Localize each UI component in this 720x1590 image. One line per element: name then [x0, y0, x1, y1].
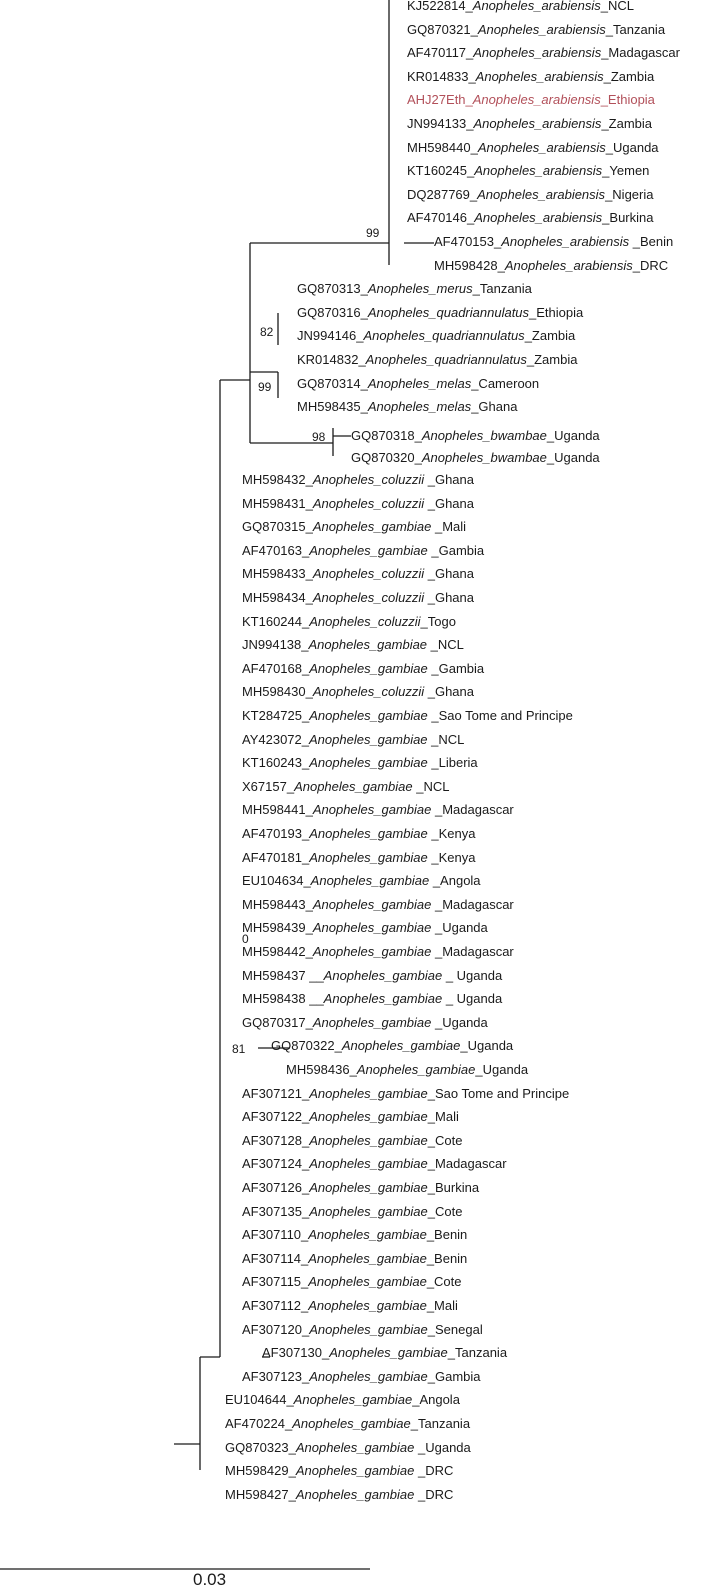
tip-label — [242, 1227, 467, 1243]
tip-species: Anopheles_gambiae — [312, 920, 432, 936]
tip-species: Anopheles_arabiensis — [477, 21, 606, 37]
tip-species: Anopheles_gambiae — [312, 519, 432, 535]
tip-species: Anopheles_arabiensis — [472, 0, 601, 13]
tip-location: _Yemen — [602, 163, 650, 179]
tip-location: _Uganda — [475, 1062, 529, 1077]
bootstrap-label: 98 — [312, 430, 326, 444]
tip-species: Anopheles_gambiae — [329, 1345, 448, 1361]
tip-species: Anopheles_arabiensis — [473, 45, 602, 61]
tip-species: Anopheles_gambiae — [308, 1274, 427, 1290]
tip-location: _NCL — [412, 778, 450, 794]
tip-location: _Liberia — [427, 755, 478, 771]
tip-accession: AF307123_ — [242, 1368, 310, 1384]
tip-accession: GQ870314_ — [297, 375, 368, 391]
tip-accession: AF307135_ — [242, 1203, 310, 1219]
tip-accession: AF307124_ — [242, 1156, 310, 1172]
tip-species: Anopheles_gambiae — [292, 1416, 411, 1431]
tip-location: _Cote — [427, 1203, 463, 1219]
tip-location: _Ethiopia — [529, 304, 584, 320]
tip-location: _Ghana — [424, 684, 474, 700]
tip-label — [242, 519, 466, 535]
tip-location: _Sao Tome and Principe — [427, 708, 573, 723]
tip-location: _Uganda — [546, 428, 600, 443]
tip-accession: AF470117_ — [407, 45, 474, 61]
tip-label — [242, 590, 474, 606]
tip-location: _Tanzania — [472, 281, 532, 297]
tip-location: _Uganda — [605, 139, 659, 155]
tip-location: _Zambia — [601, 116, 653, 131]
tip-label — [242, 1251, 467, 1267]
tip-label — [225, 1440, 471, 1456]
tip-species: Anopheles_gambiae — [295, 1439, 415, 1455]
tip-label — [407, 116, 652, 132]
tip-species: Anopheles_arabiensis — [504, 257, 633, 273]
tip-species: Anopheles_gambiae — [323, 967, 443, 983]
tip-accession: KR014833_ — [407, 68, 476, 84]
tip-accession: EU104644_ — [225, 1392, 294, 1408]
tip-accession: AF307120_ — [242, 1321, 310, 1337]
tip-location: _Cote — [426, 1274, 462, 1290]
tip-label — [242, 1204, 462, 1220]
tip-label — [407, 0, 634, 14]
tip-accession: MH598435_ — [297, 399, 368, 415]
tip-species: Anopheles_gambiae — [294, 778, 413, 794]
tip-location: _Burkina — [427, 1180, 480, 1195]
tip-location: _Benin — [426, 1250, 468, 1266]
tip-label — [242, 1015, 488, 1031]
tip-label — [297, 376, 539, 392]
bootstrap-label: 99 — [258, 380, 272, 394]
tip-label — [225, 1463, 453, 1479]
tip-species: Anopheles_quadriannulatus — [367, 304, 530, 320]
scale-bar-label: 0.03 — [193, 1570, 227, 1589]
tip-species: Anopheles_coluzzii — [312, 684, 425, 700]
tip-accession: DQ287769_ — [407, 186, 478, 202]
tip-accession: AF470163_ — [242, 542, 310, 558]
tip-location: _Burkina — [602, 210, 654, 226]
tip-label — [271, 1038, 513, 1054]
tip-accession: AF470193_ — [242, 826, 310, 841]
tip-label — [242, 1298, 458, 1314]
tip-species: Anopheles_gambiae — [309, 1132, 428, 1148]
tip-label — [242, 826, 475, 842]
tip-location: _Ghana — [424, 566, 474, 582]
tip-accession: GQ870322_ — [271, 1038, 342, 1054]
tip-label — [407, 22, 665, 38]
tip-species: Anopheles_gambiae — [309, 755, 428, 771]
tip-label — [242, 755, 478, 771]
tip-accession: MH598439_ — [242, 920, 313, 936]
tip-species: Anopheles_bwambae — [421, 428, 547, 443]
tip-species: Anopheles_gambiae — [341, 1038, 461, 1054]
tip-accession: MH598433_ — [242, 566, 313, 582]
tip-accession: MH598431_ — [242, 495, 313, 511]
bootstrap-label: 81 — [232, 1042, 246, 1056]
tip-location: _Zambia — [603, 68, 655, 84]
tip-label — [242, 1322, 483, 1338]
tip-accession: GQ870313_ — [297, 281, 368, 297]
bootstrap-label: 0 — [242, 932, 249, 946]
tip-accession: AF307126_ — [242, 1180, 310, 1195]
tip-species: Anopheles_arabiensis — [475, 68, 604, 84]
tip-species: Anopheles_coluzzii — [312, 566, 425, 582]
tip-location: _Uganda — [431, 920, 488, 936]
tip-label — [242, 850, 475, 866]
tip-accession: MH598443_ — [242, 896, 313, 912]
tip-label — [225, 1392, 460, 1408]
tip-location: _Madagascar — [427, 1156, 507, 1172]
tip-location: _Nigeria — [605, 186, 654, 202]
tip-accession: KT160244_ — [242, 613, 310, 629]
tip-location: _Ghana — [471, 399, 518, 415]
tip-accession: KR014832_ — [297, 352, 366, 367]
tip-species: Anopheles_coluzzii — [312, 472, 425, 487]
tip-label — [286, 1062, 528, 1078]
tip-location: _Ghana — [424, 590, 474, 605]
tip-label — [407, 163, 649, 179]
tip-species: Anopheles_gambiae — [309, 1156, 428, 1172]
tip-location: _Ethiopia — [600, 92, 655, 108]
tip-accession: MH598430_ — [242, 684, 313, 700]
tip-species: Anopheles_gambiae — [308, 1298, 427, 1313]
tip-label — [407, 69, 654, 85]
tip-accession: MH598438 __ — [242, 991, 324, 1007]
tip-label — [242, 1156, 507, 1172]
tip-location: _Zambia — [526, 352, 578, 367]
tip-label — [242, 968, 502, 984]
tip-species: Anopheles_gambiae — [312, 944, 432, 959]
tip-species: Anopheles_quadriannulatus — [363, 328, 525, 344]
tip-label — [242, 1086, 569, 1102]
tip-accession: AF470224_ — [225, 1416, 293, 1431]
tip-label — [242, 1369, 481, 1385]
tip-location: _Cote — [427, 1132, 463, 1148]
tip-location: _Ghana — [424, 495, 474, 511]
tip-location: _ Uganda — [442, 967, 503, 983]
tip-accession: KT284725_ — [242, 708, 310, 723]
tip-location: _Mali — [431, 519, 467, 535]
tip-accession: JN994138_ — [242, 637, 309, 653]
tip-accession: GQ870323_ — [225, 1439, 296, 1455]
tip-species: Anopheles_gambiae — [312, 896, 432, 912]
tip-accession: AF307121_ — [242, 1085, 310, 1101]
tip-species: Anopheles_gambiae — [312, 1014, 432, 1030]
tip-species: Anopheles_coluzzii — [309, 613, 421, 629]
tip-location: _Uganda — [460, 1038, 514, 1054]
tip-accession: GQ870315_ — [242, 519, 313, 535]
tip-location: _Ghana — [424, 472, 474, 487]
tip-accession: JN994146_ — [297, 328, 364, 344]
tip-label — [407, 140, 659, 156]
tip-species: Anopheles_gambiae — [309, 1203, 428, 1219]
tip-location: _Angola — [429, 873, 481, 889]
tip-species: Anopheles_gambiae — [309, 708, 428, 723]
tip-species: Anopheles_gambiae — [293, 1392, 413, 1408]
tip-label — [242, 637, 464, 653]
tip-location: _Uganda — [414, 1439, 471, 1455]
tip-label — [242, 1274, 462, 1290]
tip-location: _DRC — [414, 1486, 454, 1502]
tip-species: Anopheles_gambiae — [309, 1321, 428, 1337]
tip-species: Anopheles_gambiae — [308, 1227, 427, 1243]
tip-label — [297, 305, 583, 321]
tip-label — [242, 873, 481, 889]
tip-accession: KJ522814_ — [407, 0, 473, 13]
tip-accession: MH598427_ — [225, 1486, 296, 1502]
tip-location: _DRC — [632, 257, 669, 273]
tip-accession: MH598434_ — [242, 590, 313, 605]
tip-label — [242, 566, 474, 582]
tip-label — [242, 802, 514, 818]
tip-location: _Zambia — [524, 328, 576, 344]
tip-species: Anopheles_arabiensis — [474, 210, 603, 226]
tip-accession: JN994133_ — [407, 116, 474, 131]
tip-species: Anopheles_gambiae — [356, 1062, 476, 1077]
tip-accession: MH598441_ — [242, 802, 313, 818]
tip-species: Anopheles_arabiensis — [477, 139, 606, 155]
tip-accession: GQ870316_ — [297, 304, 368, 320]
tip-accession: GQ870318_ — [351, 428, 422, 443]
tip-label — [225, 1416, 470, 1432]
tip-accession: AF307128_ — [242, 1132, 310, 1148]
tip-accession: AF307130_ — [262, 1345, 330, 1361]
tip-accession: AF307115_ — [242, 1274, 309, 1290]
tip-location: _ Uganda — [442, 991, 503, 1007]
tip-location: _Madagascar — [431, 896, 514, 912]
tip-label — [242, 920, 488, 936]
tip-accession: MH598429_ — [225, 1463, 296, 1479]
tip-accession: AF470181_ — [242, 849, 310, 865]
tip-accession: AF470146_ — [407, 210, 475, 226]
tip-species: Anopheles_gambiae — [309, 826, 428, 841]
tip-location: _NCL — [427, 731, 465, 747]
tip-label — [351, 428, 600, 444]
tip-location: _NCL — [600, 0, 634, 13]
tip-accession: GQ870317_ — [242, 1014, 313, 1030]
tip-label — [407, 45, 680, 61]
tip-accession: AF307122_ — [242, 1109, 310, 1125]
tip-location: _Gambia — [427, 1368, 481, 1384]
tip-species: Anopheles_gambiae — [295, 1463, 415, 1479]
bootstrap-label: 99 — [366, 226, 380, 240]
tip-location: _Kenya — [427, 826, 476, 841]
tip-species: Anopheles_quadriannulatus — [365, 352, 527, 367]
bootstrap-label: 82 — [260, 325, 274, 339]
tip-label — [297, 399, 517, 415]
tip-label — [242, 1133, 462, 1149]
tip-species: Anopheles_bwambae — [421, 450, 547, 465]
tip-accession: KT160245_ — [407, 163, 475, 179]
tip-location: _Tanzania — [605, 21, 666, 37]
tip-location: _Kenya — [427, 849, 476, 865]
tip-species: Anopheles_gambiae — [309, 731, 428, 747]
tip-species: Anopheles_gambiae — [312, 802, 432, 818]
tip-location: _Cameroon — [471, 375, 540, 391]
tip-accession: AY423072_ — [242, 731, 309, 747]
tip-accession: MH598442_ — [242, 944, 313, 959]
tip-label — [242, 661, 484, 677]
tip-label — [242, 708, 573, 724]
tip-accession: GQ870320_ — [351, 450, 422, 465]
tip-label — [242, 614, 456, 630]
tip-accession: MH598436_ — [286, 1062, 357, 1077]
tip-location: _Senegal — [427, 1321, 483, 1337]
tip-accession: MH598432_ — [242, 472, 313, 487]
tip-species: Anopheles_merus — [367, 281, 473, 297]
tip-species: Anopheles_arabiensis — [473, 116, 602, 131]
tip-accession: AF307110_ — [242, 1227, 309, 1243]
tip-species: Anopheles_coluzzii — [312, 495, 425, 511]
tip-species: Anopheles_gambiae — [309, 849, 428, 865]
tip-accession: EU104634_ — [242, 873, 311, 889]
tip-location: _Gambia — [427, 542, 485, 558]
tip-label — [262, 1345, 507, 1361]
tip-location: _NCL — [427, 637, 464, 653]
tip-location: _Tanzania — [447, 1345, 508, 1361]
tip-label — [297, 281, 532, 297]
tip-location: _Benin — [629, 234, 674, 249]
tip-species: Anopheles_gambiae — [309, 1109, 428, 1125]
tip-accession: AF470168_ — [242, 660, 310, 676]
tip-label — [407, 92, 655, 108]
tip-location: _DRC — [414, 1463, 454, 1479]
tip-label — [434, 234, 673, 250]
tip-location: _Benin — [426, 1227, 468, 1243]
tip-label — [242, 496, 474, 512]
tip-species: Anopheles_gambiae — [323, 991, 443, 1007]
tip-location: _Madagascar — [431, 944, 514, 959]
tip-label — [407, 187, 653, 203]
tip-species: Anopheles_gambiae — [295, 1486, 415, 1502]
tip-accession: MH598440_ — [407, 139, 478, 155]
tip-location: _Sao Tome and Principe — [427, 1085, 570, 1101]
tip-label — [407, 210, 653, 226]
tip-location: _Madagascar — [601, 45, 680, 61]
tip-species: Anopheles_melas — [367, 375, 472, 391]
tip-accession: MH598437 __ — [242, 967, 324, 983]
tip-location: _Tanzania — [410, 1416, 471, 1431]
tip-species: Anopheles_gambiae — [308, 1250, 427, 1266]
tip-label — [225, 1487, 453, 1503]
tip-species: Anopheles_gambiae — [309, 1180, 428, 1195]
tip-species: Anopheles_gambiae — [309, 660, 428, 676]
tip-location: _Uganda — [546, 450, 600, 465]
tip-label — [242, 543, 484, 559]
tip-species: Anopheles_gambiae — [309, 1085, 428, 1101]
tip-species: Anopheles_melas — [367, 399, 472, 415]
tip-label — [242, 944, 514, 960]
tip-accession: KT160243_ — [242, 755, 310, 771]
tip-species: Anopheles_coluzzii — [312, 590, 425, 605]
tip-species: Anopheles_arabiensis — [501, 234, 630, 249]
tip-location: _Mali — [426, 1298, 458, 1313]
tip-label — [434, 258, 668, 274]
tip-label — [351, 450, 600, 466]
tip-location: _Togo — [420, 613, 456, 629]
tip-accession: AF307112_ — [242, 1298, 309, 1313]
tip-accession: AHJ27Eth_ — [407, 92, 473, 108]
tip-label — [242, 684, 474, 700]
tip-accession: AF470153_ — [434, 234, 502, 249]
tip-label — [242, 897, 514, 913]
tip-location: _Mali — [427, 1109, 459, 1125]
tip-species: Anopheles_arabiensis — [472, 92, 601, 108]
tip-accession: X67157_ — [242, 778, 295, 794]
tip-location: _Madagascar — [431, 802, 514, 818]
tip-label — [242, 1109, 459, 1125]
tip-species: Anopheles_gambiae — [309, 1368, 428, 1384]
tip-label — [242, 779, 449, 795]
tip-label — [242, 1180, 479, 1196]
tip-species: Anopheles_gambiae — [310, 873, 430, 889]
tip-species: Anopheles_gambiae — [309, 542, 428, 558]
tip-label — [242, 991, 502, 1007]
tip-accession: AF307114_ — [242, 1250, 309, 1266]
tip-label — [242, 472, 474, 488]
tip-location: _Angola — [412, 1392, 460, 1408]
tip-location: _Uganda — [431, 1014, 488, 1030]
tip-species: Anopheles_arabiensis — [474, 163, 603, 179]
tip-label — [297, 328, 575, 344]
tip-species: Anopheles_arabiensis — [477, 186, 606, 202]
tip-label — [297, 352, 577, 368]
tip-species: Anopheles_gambiae — [308, 637, 428, 653]
tip-location: _Gambia — [427, 660, 485, 676]
tip-label — [242, 732, 464, 748]
tip-accession: GQ870321_ — [407, 21, 478, 37]
tip-accession: MH598428_ — [434, 257, 505, 273]
